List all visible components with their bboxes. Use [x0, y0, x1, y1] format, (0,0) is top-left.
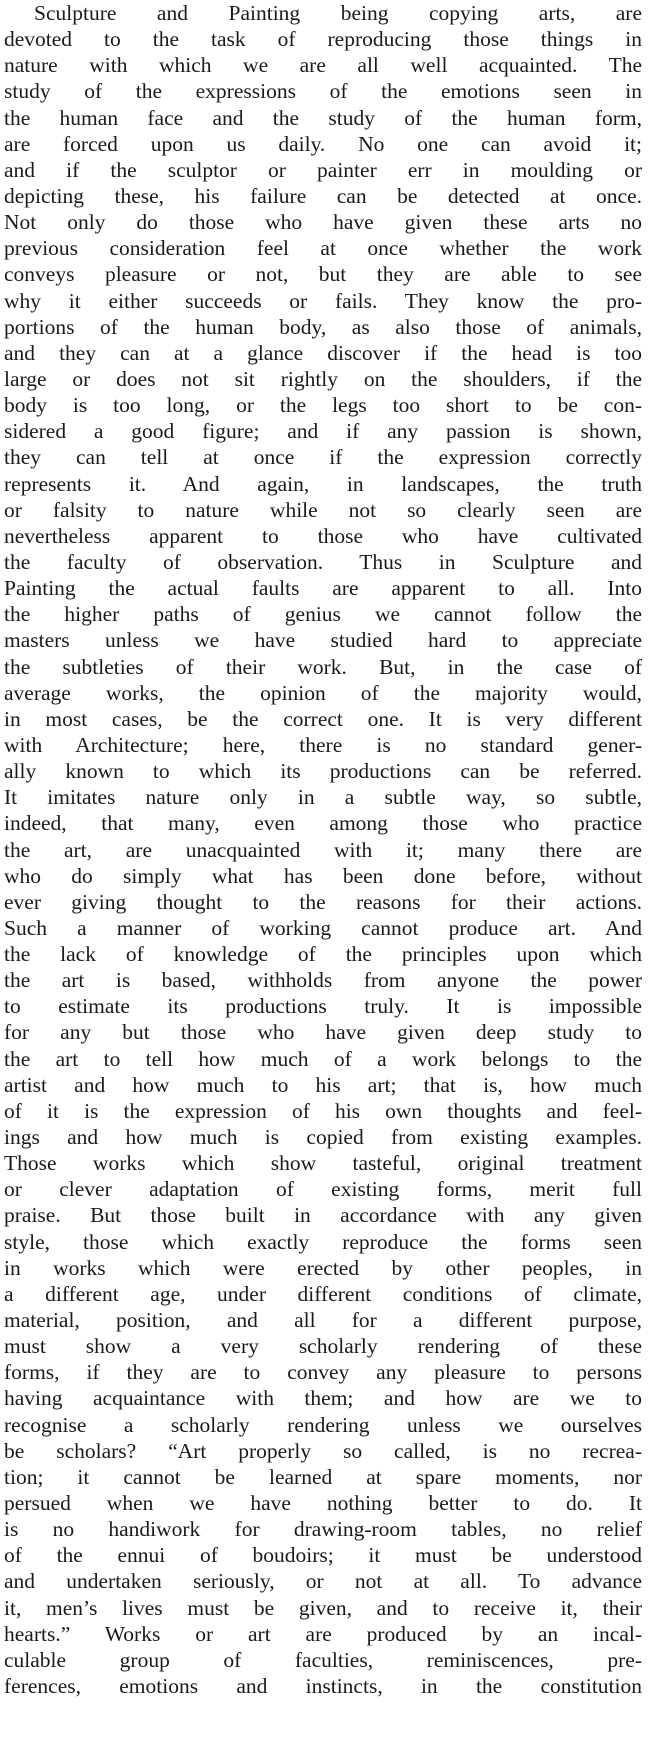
text-line: they can tell at once if the expression correctly: [4, 445, 642, 470]
text-line: the art, are unacquainted with it; many there are: [4, 837, 642, 862]
text-line: material, position, and all for a different purpose,: [4, 1308, 642, 1333]
text-line: devoted to the task of reproducing those things in: [4, 27, 642, 52]
text-line: indeed, that many, even among those who practice: [4, 811, 642, 836]
text-line: study of the expressions of the emotions seen in: [4, 79, 642, 104]
text-line: depicting these, his failure can be detected at once.: [4, 183, 642, 208]
text-line: conveys pleasure or not, but they are able to see: [4, 262, 642, 287]
text-line: who do simply what has been done before, without: [4, 863, 642, 888]
text-line: ever giving thought to the reasons for their actions.: [4, 889, 642, 914]
text-line: previous consideration feel at once whether the work: [4, 236, 642, 261]
text-line: the art is based, withholds from anyone the power: [4, 968, 642, 993]
text-line: Not only do those who have given these arts no: [4, 210, 642, 235]
text-line: a different age, under different conditions of climate,: [4, 1281, 642, 1306]
text-line: the lack of knowledge of the principles upon which: [4, 942, 642, 967]
body-text: [4, 0, 642, 1699]
text-line: why it either succeeds or fails. They know the pro-: [4, 288, 642, 313]
text-line: nevertheless apparent to those who have cultivated: [4, 523, 642, 548]
text-line: forms, if they are to convey any pleasure to persons: [4, 1360, 642, 1385]
text-line: it, men’s lives must be given, and to receive it, their: [4, 1595, 642, 1620]
text-line: culable group of faculties, reminiscences, pre-: [4, 1647, 642, 1672]
text-line: represents it. And again, in landscapes, the truth: [4, 471, 642, 496]
text-line: the human face and the study of the human form,: [4, 105, 642, 130]
text-line: is no handiwork for drawing-room tables, no relief: [4, 1517, 642, 1542]
text-line: praise. But those built in accordance with any given: [4, 1203, 642, 1228]
text-line: body is too long, or the legs too short to be con-: [4, 393, 642, 418]
text-line: masters unless we have studied hard to appreciate: [4, 628, 642, 653]
text-line: having acquaintance with them; and how are we to: [4, 1386, 642, 1411]
text-line: Those works which show tasteful, original treatment: [4, 1151, 642, 1176]
text-line: the faculty of observation. Thus in Sculpture and: [4, 549, 642, 574]
text-line: to estimate its productions truly. It is impossible: [4, 994, 642, 1019]
text-line: sidered a good figure; and if any passion is shown,: [4, 419, 642, 444]
text-line: are forced upon us daily. No one can avoid it;: [4, 131, 642, 156]
text-line: It imitates nature only in a subtle way, so subtle,: [4, 785, 642, 810]
text-line: average works, the opinion of the majority would,: [4, 680, 642, 705]
text-line: artist and how much to his art; that is, how much: [4, 1072, 642, 1097]
text-line: of the ennui of boudoirs; it must be understood: [4, 1543, 642, 1568]
text-line: hearts.” Works or art are produced by an incal-: [4, 1621, 642, 1646]
text-line: ferences, emotions and instincts, in the constitution: [4, 1674, 642, 1698]
text-line: and if the sculptor or painter err in moulding or: [4, 157, 642, 182]
text-line: and they can at a glance discover if the head is too: [4, 340, 642, 365]
text-line: ings and how much is copied from existing examples.: [4, 1125, 642, 1150]
text-line: or clever adaptation of existing forms, merit full: [4, 1177, 642, 1202]
text-line: nature with which we are all well acquainted. The: [4, 53, 642, 78]
text-line: tion; it cannot be learned at spare moments, nor: [4, 1464, 642, 1489]
text-line: in most cases, be the correct one. It is very different: [4, 706, 642, 731]
text-line: for any but those who have given deep study to: [4, 1020, 642, 1045]
text-line: style, those which exactly reproduce the forms seen: [4, 1229, 642, 1254]
text-line: Sculpture and Painting being copying arts, are: [34, 1, 642, 25]
text-line: portions of the human body, as also those of animals,: [4, 314, 642, 339]
text-line: recognise a scholarly rendering unless we ourselves: [4, 1412, 642, 1437]
text-line: the higher paths of genius we cannot follow the: [4, 602, 642, 627]
text-line: with Architecture; here, there is no standard gener-: [4, 732, 642, 757]
text-line: or falsity to nature while not so clearly seen are: [4, 497, 642, 522]
text-line: of it is the expression of his own thoughts and feel-: [4, 1098, 642, 1123]
text-line: the art to tell how much of a work belongs to the: [4, 1046, 642, 1071]
text-line: and undertaken seriously, or not at all. To advance: [4, 1569, 642, 1594]
text-line: persued when we have nothing better to do. It: [4, 1491, 642, 1516]
text-line: Such a manner of working cannot produce art. And: [4, 915, 642, 940]
text-line: in works which were erected by other peoples, in: [4, 1255, 642, 1280]
text-line: ally known to which its productions can be referred.: [4, 759, 642, 784]
text-line: large or does not sit rightly on the shoulders, if the: [4, 366, 642, 391]
text-line: Painting the actual faults are apparent to all. Into: [4, 576, 642, 601]
text-line: the subtleties of their work. But, in the case of: [4, 654, 642, 679]
text-line: must show a very scholarly rendering of these: [4, 1334, 642, 1359]
text-line: be scholars? “Art properly so called, is no recrea-: [4, 1438, 642, 1463]
